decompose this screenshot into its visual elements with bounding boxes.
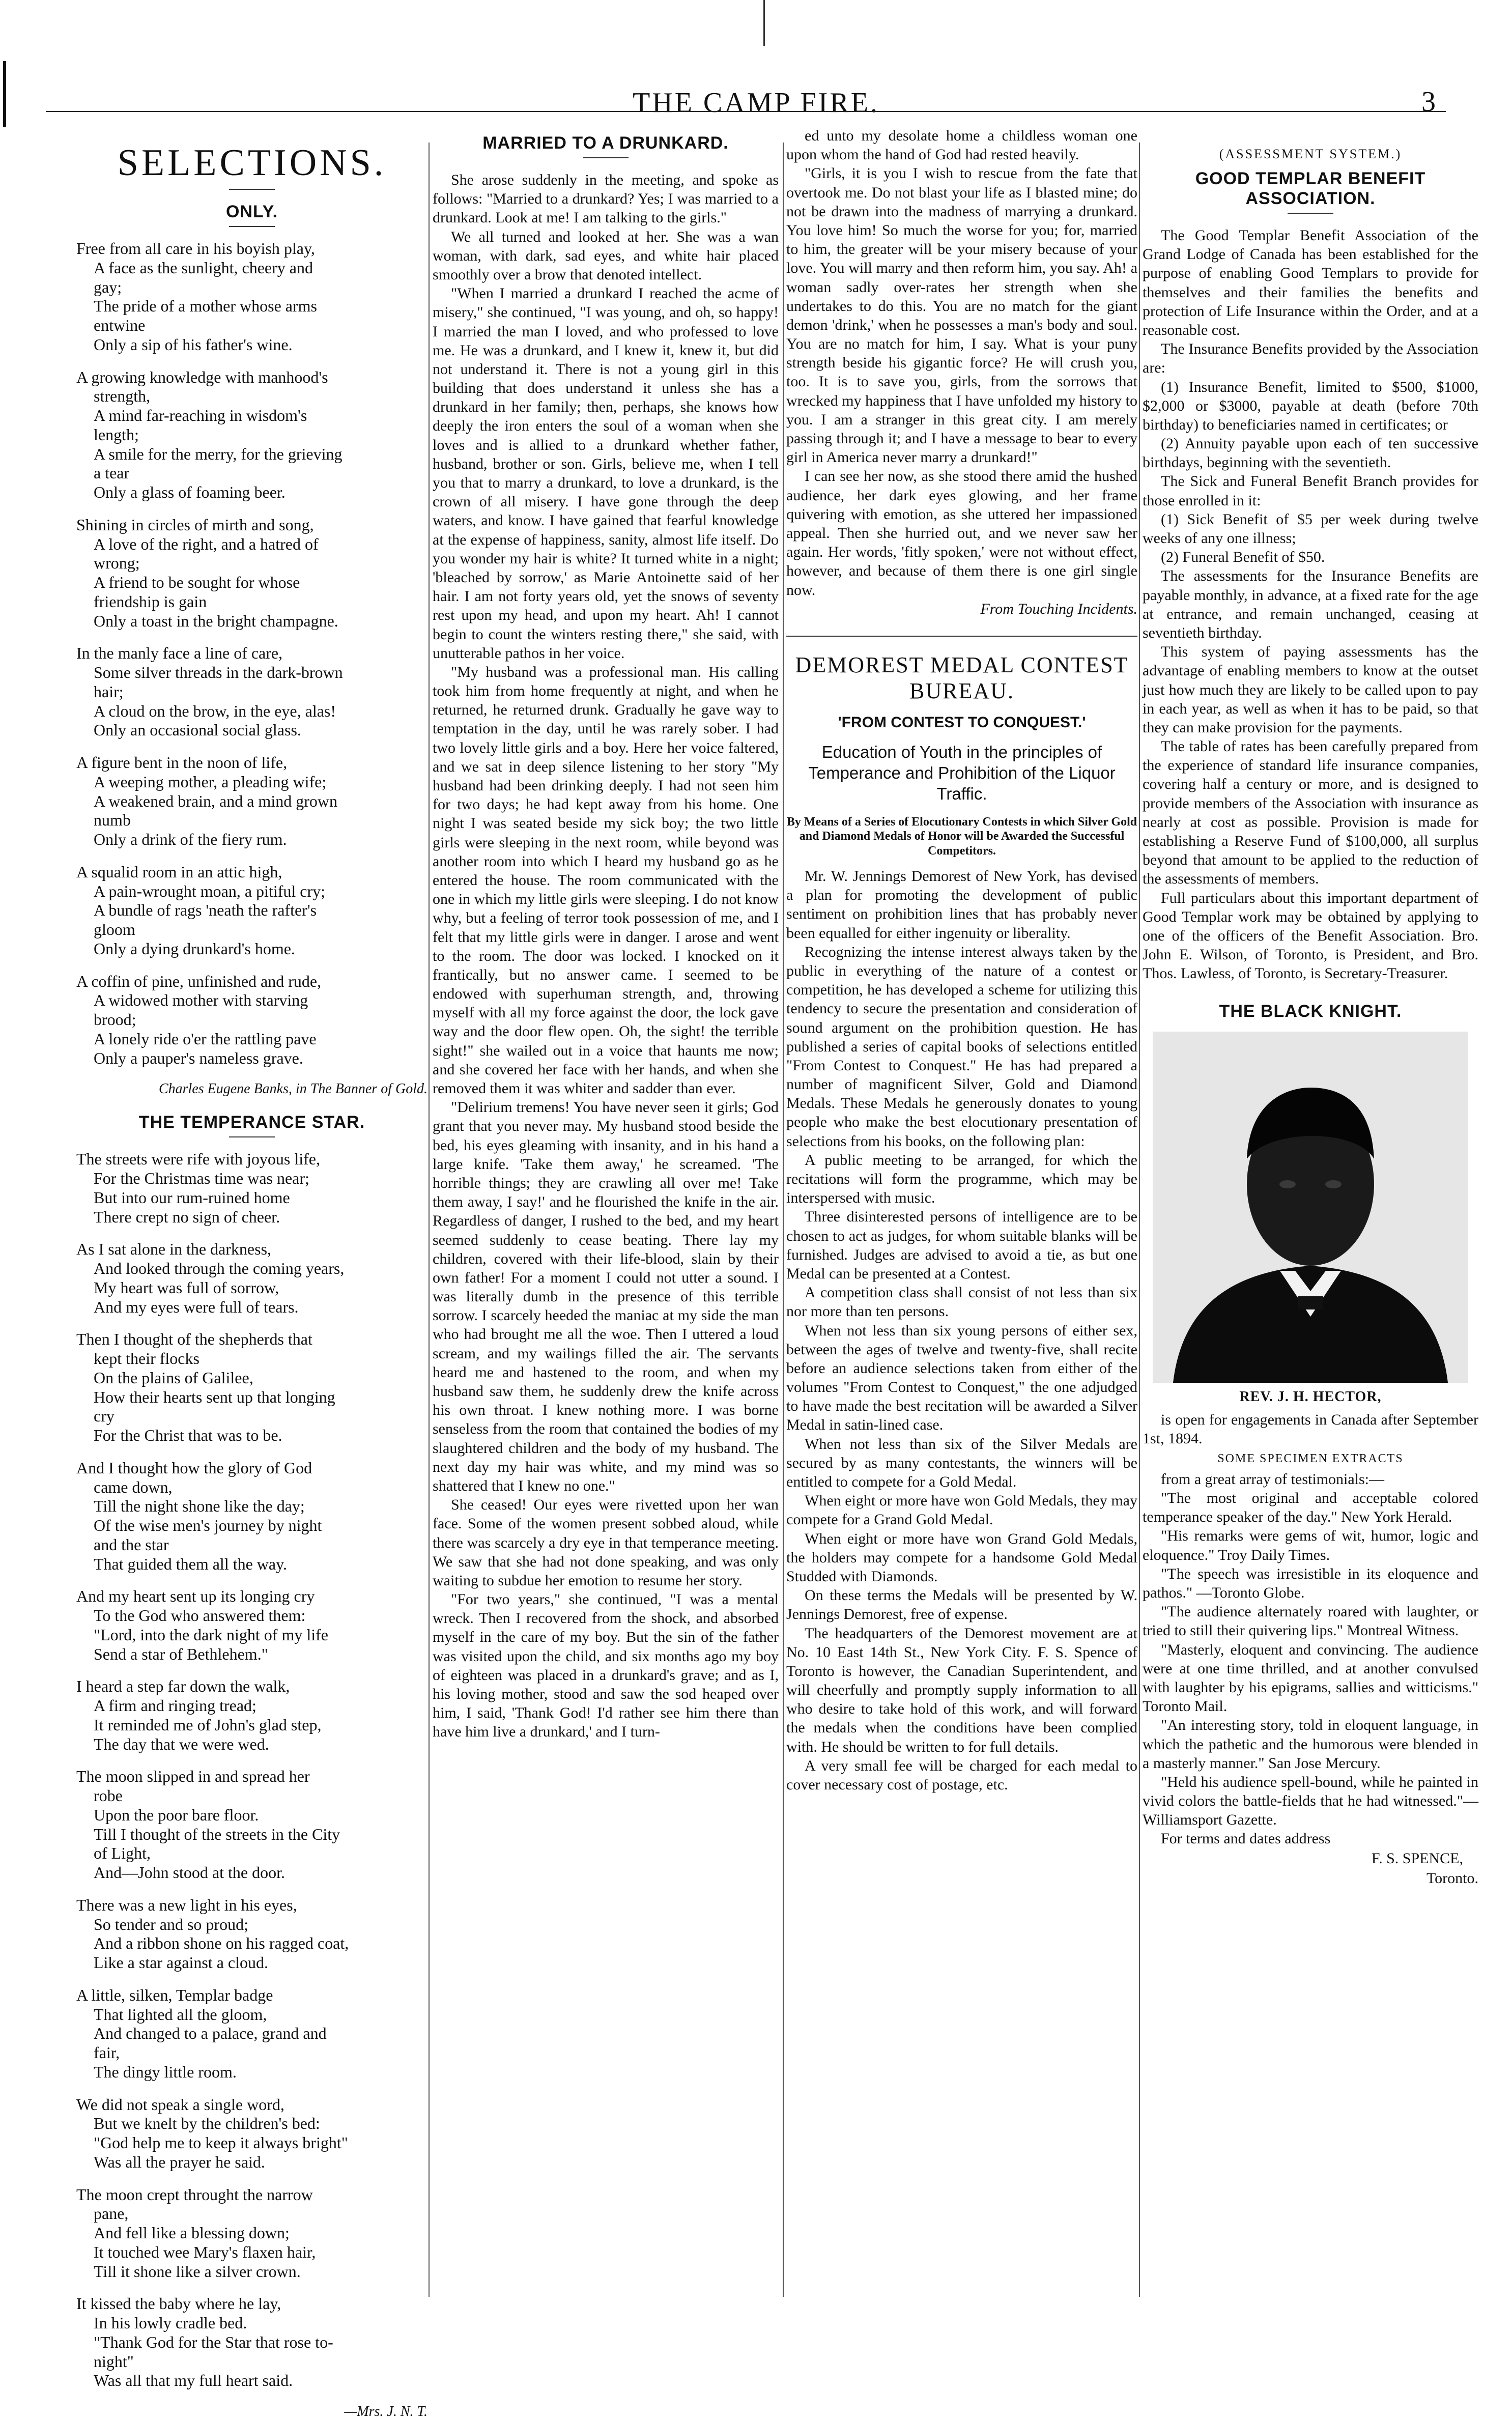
article-body (433, 170, 779, 1742)
poem-line: friendship is gain (94, 592, 207, 611)
article-source: From Touching Incidents. (980, 600, 1137, 617)
poem-line: wrong; (94, 554, 140, 573)
black-knight-title: THE BLACK KNIGHT. (1219, 1001, 1402, 1021)
poem-line: Of the wise men's journey by night (94, 1516, 322, 1534)
article-body-continued (786, 126, 1137, 600)
poem-line: The moon crept throught the narrow (76, 2185, 313, 2204)
poem-line: The day that we were wed. (94, 1734, 269, 1753)
stanza (76, 753, 427, 849)
poem-line: And looked through the coming years, (94, 1259, 345, 1277)
stanza (76, 1986, 427, 2082)
poem-line: A mind far-reaching in wisdom's (94, 406, 307, 424)
stanza (76, 2294, 427, 2390)
poem-line: How their hearts sent up that longing (94, 1387, 335, 1406)
poem-line: A squalid room in an attic high, (76, 862, 282, 881)
poem-only (76, 239, 427, 1068)
portrait-image (1153, 1032, 1468, 1383)
paragraph: When not less than six young persons of either sex, between the ages of twelve and twenty-five, shall recite before an audience selections taken from either of the volumes "From Contest to Conquest," the one adjudged to have made the best recitation will be awarded a Silver Medal in satin-lined case. (786, 1322, 1137, 1434)
poem-line: A growing knowledge with manhood's (76, 367, 328, 386)
poem-line: A weakened brain, and a mind grown (94, 791, 337, 810)
paragraph: ed unto my desolate home a childless woman one upon whom the hand of God had rested heavily. (786, 127, 1137, 163)
column-3 (786, 126, 1137, 2302)
poem-line: A firm and ringing tread; (94, 1696, 256, 1715)
poem-line: There was a new light in his eyes, (76, 1895, 297, 1914)
poem-line: And a ribbon shone on his ragged coat, (94, 1934, 349, 1953)
poem-line: Only a sip of his father's wine. (94, 335, 293, 354)
paragraph: I can see her now, as she stood there amid the hushed audience, her dark eyes glowing, and her frame quivering with emotion, as she uttered her impassioned appeal. Then she hurried out, and we never saw her again. Her words, 'fitly spoken,' were not without effect, however, and because of them there is one girl single now. (786, 468, 1137, 599)
paragraph: The Insurance Benefits provided by the Association are: (1143, 340, 1478, 377)
paragraph: The headquarters of the Demorest movement are at No. 10 East 14th St., New York City. F. S. Spence of Toronto is however, the Canadian Superintendent, and will cheerfully and promptly supply information to all who desire to take hold of this work, and will forward the medals when the conditions have been complied with. He should be written to for full details. (786, 1625, 1137, 1755)
column-4 (1143, 126, 1478, 2302)
poem-line: And changed to a palace, grand and (94, 2024, 327, 2043)
poem-line: The streets were rife with joyous life, (76, 1150, 320, 1169)
poem-line: A weeping mother, a pleading wife; (94, 772, 327, 791)
married-to-drunkard-title: MARRIED TO A DRUNKARD. (482, 133, 729, 153)
column-rule (1139, 143, 1140, 2297)
paragraph: "The speech was irresistible in its eloquence and pathos." —Toronto Globe. (1143, 1565, 1478, 1601)
poem-line: Free from all care in his boyish play, (76, 239, 315, 258)
poem-only-title: ONLY. (225, 202, 278, 221)
poem-line: The moon slipped in and spread her (76, 1767, 310, 1786)
poem-line: Till the night shone like the day; (94, 1497, 305, 1516)
paragraph: A very small fee will be charged for each medal to cover necessary cost of postage, etc. (786, 1757, 1137, 1793)
paragraph: "His remarks were gems of wit, humor, logic and eloquence." Troy Daily Times. (1143, 1527, 1478, 1563)
paragraph: She arose suddenly in the meeting, and spoke as follows: "Married to a drunkard? Yes; I was married to a drunkard. Look at me! I am talking to the girls." (433, 172, 779, 226)
paragraph: "An interesting story, told in eloquent language, in which the pathetic and the humorous were blended in a masterly manner." San Jose Mercury. (1143, 1717, 1478, 1772)
paragraph: Mr. W. Jennings Demorest of New York, has devised a plan for promoting the development of public sentiment on prohibition lines that has probably never been equalled for either ingenuity or liberality. (786, 868, 1137, 942)
bureau-body (786, 867, 1137, 1794)
poem-line: The dingy little room. (94, 2062, 237, 2081)
poem-line: strength, (94, 387, 151, 406)
paragraph: "Held his audience spell-bound, while he painted in vivid colors the battle-fields that he had witnessed."— Williamsport Gazette. (1143, 1773, 1478, 1829)
poem-line: A coffin of pine, unfinished and rude, (76, 972, 322, 990)
poem-line: And my eyes were full of tears. (94, 1297, 299, 1316)
paragraph: "Delirium tremens! You have never seen it girls; God grant that you never may. My husband stood beside the bed, his eyes gleaming with insanity, and in his hand a large knife. 'Take them away,' he screamed. 'The horrible things; they are crawling all over me! Take them away, I say!' and he flourished the knife in the air. Regardless of danger, I rushed to the bed, and my heart seemed suddenly to cease beating. There lay my children, covered with their life-blood, slain by their own father! For a moment I could not utter a sound. I was literally dumb in the presence of this terrible sorrow. I scarcely heeded the maniac at my side the man who had brought me all the woe. Then I uttered a loud scream, and my wailings filled the air. The servants heard me and hastened to the room, and when my husband saw them, he suddenly drew the knife across his own throat. I knew nothing more. I was borne senseless from the room that contained the bodies of my slaughtered children and the body of my husband. The next day my hair was white, and my mind was so shattered that I knew no one." (433, 1099, 779, 1494)
paragraph: The table of rates has been carefully prepared from the experience of standard life insurance companies, covering half a century or more, and is designed to provide members of the Association with insurance as nearly at cost as possible. Provision is made for establishing a Reserve Fund of $100,000, all surplus beyond that amount to be applied to the reduction of the assessments of members. (1143, 738, 1478, 888)
stanza (76, 368, 427, 502)
stanza (76, 2095, 427, 2172)
poem-line: And—John stood at the door. (94, 1863, 285, 1882)
poem-line: Till it shone like a silver crown. (94, 2262, 301, 2281)
poem-line: Till I thought of the streets in the City (94, 1825, 340, 1843)
title-rule (229, 226, 275, 227)
paragraph: "Girls, it is you I wish to rescue from the fate that overtook me. Do not blast your life as I blasted mine; do not be drawn into the madness of marrying a drunkard. You love him! So much the worse for you; for, married to him, the greater will be your misery because of your love. You will marry and then reform him, you say. Ah! a woman sadly over-rates her strength when she undertakes to do this. You are no match for the giant demon 'drink,' when he possesses a man's body and soul. You are no match for him, I say. What is your puny strength beside his gigantic force? He will crush you, too. It is to save you, girls, from the sorrows that wrecked my happiness that I have unfolded my history to you. I am a stranger in this great city. I am merely passing through it; and I have a message to bear to every girl in America never marry a drunkard!" (786, 165, 1137, 466)
poem-line: A widowed mother with starving (94, 991, 308, 1010)
poem-line: kept their flocks (94, 1349, 199, 1368)
paragraph: "The most original and acceptable colored temperance speaker of the day." New York Herald. (1143, 1490, 1478, 1526)
poem-line: Was all the prayer he said. (94, 2152, 265, 2171)
poem-line: In his lowly cradle bed. (94, 2314, 247, 2332)
paragraph: The Good Templar Benefit Association of the Grand Lodge of Canada has been established for the purpose of enabling Good Templars to provide for themselves and their families the benefits and protection of Life Insurance within the Order, and at a reasonable cost. (1143, 227, 1478, 338)
poem-line: That lighted all the gloom, (94, 2005, 267, 2024)
poem-line: A lonely ride o'er the rattling pave (94, 1029, 317, 1048)
poem-line: of Light, (94, 1844, 151, 1863)
poem-line: Only a toast in the bright champagne. (94, 611, 338, 630)
assessment-label: (ASSESSMENT SYSTEM.) (1219, 147, 1402, 161)
poem-line: cry (94, 1407, 115, 1426)
header-rule (46, 111, 1446, 112)
stanza (76, 1459, 427, 1574)
stanza (76, 644, 427, 740)
paragraph: The Sick and Funeral Benefit Branch provides for those enrolled in it: (1143, 473, 1478, 509)
poem-line: A figure bent in the noon of life, (76, 753, 288, 772)
paragraph: "The audience alternately roared with laughter, or tried to still their quivering lips." Montreal Witness. (1143, 1603, 1478, 1639)
paragraph: Recognizing the intense interest always taken by the public in everything of the nature of a contest or competition, he has developed a scheme for utilizing this tendency to secure the presentation and consideration of sound argument on the prohibition question. He has published a series of capital books of selections entitled "From Contest to Conquest." He has had prepared a number of magnificent Silver, Gold and Diamond Medals. These Medals he generously donates to young people who make the best elocutionary presentation of selections from his books, on the following plan: (786, 943, 1137, 1150)
temperance-star-title: THE TEMPERANCE STAR. (138, 1113, 365, 1132)
poem-line: A love of the right, and a hatred of (94, 534, 319, 553)
column-rule (429, 143, 430, 2297)
stanza (76, 2185, 427, 2282)
poem-line: Was all that my full heart said. (94, 2371, 293, 2390)
stanza (76, 1330, 427, 1445)
poem-line: The pride of a mother whose arms (94, 297, 317, 316)
paragraph: from a great array of testimonials:— (1161, 1470, 1385, 1488)
poem-credit: —Mrs. J. N. T. (344, 2404, 427, 2419)
poem-line: "God help me to keep it always bright" (94, 2133, 348, 2152)
poem-line: It reminded me of John's glad step, (94, 1715, 322, 1734)
benefit-association-title: GOOD TEMPLAR BENEFIT ASSOCIATION. (1195, 169, 1426, 208)
paragraph: The assessments for the Insurance Benefits are payable monthly, in advance, at a fixed rate for the age at entrance, and remain unchanged, ceasing at seventieth birthday. (1143, 567, 1478, 641)
paragraph: (1) Sick Benefit of $5 per week during twelve weeks of any one illness; (1143, 510, 1478, 547)
title-rule (1288, 213, 1333, 214)
paragraph: "When I married a drunkard I reached the acme of misery," she continued, "I was young, and oh, so happy! I married the man I loved, and who professed to love me. He was a drunkard, and I knew it, knew it, but did not understand it. There is not a young girl in this building that does understand it unless she has a drunkard in her family; then, perhaps, she knows how deeply the iron enters the soul of a woman when she loves and is allied to a drunkard whether father, husband, brother or son. Girls, believe me, when I tell you that to marry a drunkard, to love a drunkard, is the crown of all misery. I have gone through the deep waters, and know. I have gained that fearful knowledge at the expense of happiness, sanity, almost life itself. Do you wonder my hair is white? It turned white in a night; 'bleached by sorrow,' as Marie Antoinette said of her hair. I am not forty years old, yet the snows of seventy rest upon my head, and upon my heart. Ah! I cannot begin to count the winters resting there," she said, with unutterable pathos in her voice. (433, 285, 779, 662)
poem-line: My heart was full of sorrow, (94, 1278, 279, 1297)
stanza (76, 239, 427, 355)
poem-line: And fell like a blessing down; (94, 2224, 290, 2242)
poem-line: A pain-wrought moan, a pitiful cry; (94, 881, 326, 900)
poem-line: To the God who answered them: (94, 1606, 306, 1625)
poem-line: Upon the poor bare floor. (94, 1805, 259, 1824)
poem-line: A face as the sunlight, cheery and (94, 258, 313, 277)
poem-line: fair, (94, 2043, 120, 2062)
poem-line: In the manly face a line of care, (76, 644, 283, 663)
stanza (76, 1587, 427, 1664)
poem-line: A friend to be sought for whose (94, 573, 300, 591)
poem-line: Only a pauper's nameless grave. (94, 1048, 303, 1067)
column-rule (783, 143, 784, 2297)
selections-title: SELECTIONS. (117, 142, 387, 184)
poem-line: For the Christmas time was near; (94, 1169, 309, 1187)
poem-line: hair; (94, 682, 124, 701)
bureau-fine-print: By Means of a Series of Elocutionary Contests in which Silver Gold and Diamond Medals of Honor will be Awarded the Successful Competitors. (786, 815, 1137, 858)
poem-line: And I thought how the glory of God (76, 1458, 312, 1477)
stanza (76, 1240, 427, 1317)
paragraph: "My husband was a professional man. His calling took him from home frequently at night, and when he returned, he returned drunk. Gradually he gave way to temptation in the day, until he was rarely sober. I had two lovely little girls and a boy. Here her voice faltered, and we sat in deep silence listening to her story "My husband had been drinking deeply. I had not seen him for two days; he had kept away from his home. One night I was seated beside my sick boy; the two little girls were sleeping in the next room, while beyond was another room into which I heard my husband go as he entered the house. The room communicated with the one in which my little girls were sleeping. I do not know why, but a feeling of terror took possession of me, and I felt that my little girls were in danger. I arose and went to the room. The door was locked. I knocked on it frantically, but no answer came. I seemed to be endowed with superhuman strength, and, throwing myself with all my force against the door, the lock gave way and the door flew open. Oh, the sight! the terrible sight!" she wailed out in a voice that haunts me now; and she covered her face with her hands, and when she removed them it was whiter and sadder than ever. (433, 663, 779, 1097)
title-rule (229, 1136, 275, 1137)
poem-line: gay; (94, 277, 122, 296)
poem-line: night" (94, 2352, 134, 2371)
poem-line: robe (94, 1786, 123, 1805)
column-2 (433, 126, 779, 2302)
poem-line: A little, silken, Templar badge (76, 1985, 273, 2004)
paragraph: (1) Insurance Benefit, limited to $500, $1000, $2,000 or $3000, payable at death (before 70th birthday) to beneficiaries named in certificates; or (1143, 378, 1478, 433)
paragraph: When eight or more have won Gold Medals, they may compete for a Grand Gold Medal. (786, 1492, 1137, 1528)
paragraph: (2) Funeral Benefit of $50. (1161, 549, 1325, 566)
poem-line: For the Christ that was to be. (94, 1426, 282, 1444)
paragraph: A public meeting to be arranged, for which the recitations will form the programme, which may be interspersed with music. (786, 1151, 1137, 1207)
portrait-caption: REV. J. H. HECTOR, (1239, 1388, 1382, 1405)
engagement-note: is open for engagements in Canada after September 1st, 1894. (1143, 1411, 1478, 1447)
poem-line: A smile for the merry, for the grieving (94, 444, 343, 463)
poem-line: Send a star of Bethlehem." (94, 1644, 268, 1663)
poem-line: "Thank God for the Star that rose to- (94, 2332, 333, 2351)
paragraph: Three disinterested persons of intelligence are to be chosen to act as judges, for whom suitable blanks will be furnished. Judges are advised to avoid a tie, as but one Medal can be presented at a Contest. (786, 1208, 1137, 1282)
poem-line: We did not speak a single word, (76, 2095, 284, 2114)
stanza (76, 516, 427, 631)
binding-mark (763, 0, 765, 46)
poem-line: That guided them all the way. (94, 1554, 288, 1573)
poem-line: It touched wee Mary's flaxen hair, (94, 2242, 316, 2261)
poem-temperance-star (76, 1150, 427, 2390)
column-1 (76, 126, 427, 2419)
poem-line: Only a glass of foaming beer. (94, 483, 286, 501)
poem-line: came down, (94, 1477, 173, 1496)
stanza (76, 1150, 427, 1227)
running-head: THE CAMP FIRE. (633, 87, 879, 119)
bureau-tagline: 'FROM CONTEST TO CONQUEST.' (838, 714, 1086, 731)
poem-line: a tear (94, 464, 130, 482)
poem-line: numb (94, 811, 131, 830)
poem-line: Some silver threads in the dark-brown (94, 663, 343, 681)
paragraph: Full particulars about this important department of Good Templar work may be obtained by applying to one of the officers of the Benefit Association. Bro. John E. Wilson, of Toronto, is President, and Bro. Thos. Lawless, of Toronto, is Secretary-Treasurer. (1143, 889, 1478, 982)
testimonials (1143, 1470, 1478, 1848)
paragraph: For terms and dates address (1161, 1830, 1331, 1847)
stanza (76, 863, 427, 959)
paragraph: "For two years," she continued, "I was a mental wreck. Then I recovered from the shock, and absorbed myself in the care of my boy. But the sin of the father was visited upon the child, and six months ago my boy of eighteen was placed in a drunkard's grave; and as I, his loving mother, stood and saw the sod heaped over him, I said, 'Thank God! I'd rather see him there than have him live a drunkard,' and I turn- (433, 1591, 779, 1741)
poem-line: A cloud on the brow, in the eye, alas! (94, 701, 336, 720)
paragraph: "Masterly, eloquent and convincing. The audience were at one time thrilled, and at another convulsed with laughter by his epigrams, sallies and witticisms." Toronto Mail. (1143, 1641, 1478, 1715)
poem-line: There crept no sign of cheer. (94, 1207, 280, 1226)
paragraph: This system of paying assessments has the advantage of enabling members to know at the outset just how much they are likely to be called upon to pay in each year, as well as when it has to be paid, so that they can make provision for the payments. (1143, 643, 1478, 736)
title-rule (583, 157, 629, 158)
paragraph: When not less than six of the Silver Medals are secured by as many contestants, the winners will be entitled to compete for a Gold Medal. (786, 1435, 1137, 1491)
poem-line: But into our rum-ruined home (94, 1188, 290, 1207)
poem-line: brood; (94, 1010, 136, 1029)
poem-line: Like a star against a cloud. (94, 1953, 268, 1972)
title-rule (229, 189, 275, 190)
stanza (76, 972, 427, 1068)
paragraph: A competition class shall consist of not less than six nor more than ten persons. (786, 1284, 1137, 1320)
poem-line: length; (94, 425, 139, 444)
poem-line: And my heart sent up its longing cry (76, 1587, 315, 1606)
poem-line: Only a dying drunkard's home. (94, 939, 295, 958)
poem-line: gloom (94, 920, 135, 938)
poem-line: Shining in circles of mirth and song, (76, 515, 314, 534)
bureau-title: DEMOREST MEDAL CONTEST BUREAU. (786, 636, 1137, 704)
paragraph: We all turned and looked at her. She was a wan woman, with dark, sad eyes, and white hair placed smoothly over a brow that denoted intellect. (433, 228, 779, 283)
poem-line: "Lord, into the dark night of my life (94, 1625, 328, 1644)
poem-credit: Charles Eugene Banks, in The Banner of Gold. (158, 1081, 427, 1097)
page-number: 3 (1421, 86, 1436, 118)
poem-line: On the plains of Galilee, (94, 1368, 253, 1387)
poem-line: Only an occasional social glass. (94, 721, 301, 739)
paragraph: (2) Annuity payable upon each of ten successive birthdays, beginning with the seventieth. (1143, 435, 1478, 471)
stanza (76, 1896, 427, 1973)
stanza (76, 1677, 427, 1754)
poem-line: entwine (94, 316, 146, 334)
poem-line: So tender and so proud; (94, 1915, 248, 1933)
poem-line: A bundle of rags 'neath the rafter's (94, 901, 317, 920)
extracts-heading: SOME SPECIMEN EXTRACTS (1217, 1451, 1404, 1465)
poem-line: But we knelt by the children's bed: (94, 2114, 320, 2133)
signature: F. S. SPENCE, Toronto. (1371, 1849, 1478, 1887)
paragraph: When eight or more have won Grand Gold Medals, the holders may compete for a handsome Gold Medal Studded with Diamonds. (786, 1530, 1137, 1585)
portrait-photo (1153, 1032, 1468, 1383)
poem-line: and the star (94, 1535, 169, 1554)
association-body (1143, 226, 1478, 983)
poem-line: I heard a step far down the walk, (76, 1677, 290, 1696)
stanza (76, 1767, 427, 1883)
paragraph: On these terms the Medals will be presented by W. Jennings Demorest, free of expense. (786, 1587, 1137, 1623)
poem-line: It kissed the baby where he lay, (76, 2294, 281, 2313)
poem-line: pane, (94, 2204, 129, 2223)
bureau-deck: Education of Youth in the principles of Temperance and Prohibition of the Liquor Traffic. (808, 742, 1116, 804)
poem-line: Then I thought of the shepherds that (76, 1330, 312, 1349)
paragraph: She ceased! Our eyes were rivetted upon her wan face. Some of the women present sobbed aloud, while there was scarcely a dry eye in that temperance meeting. We saw that she had not done speaking, and was only waiting to subdue her emotion to resume her story. (433, 1496, 779, 1589)
poem-line: Only a drink of the fiery rum. (94, 830, 287, 848)
poem-line: As I sat alone in the darkness, (76, 1240, 272, 1259)
